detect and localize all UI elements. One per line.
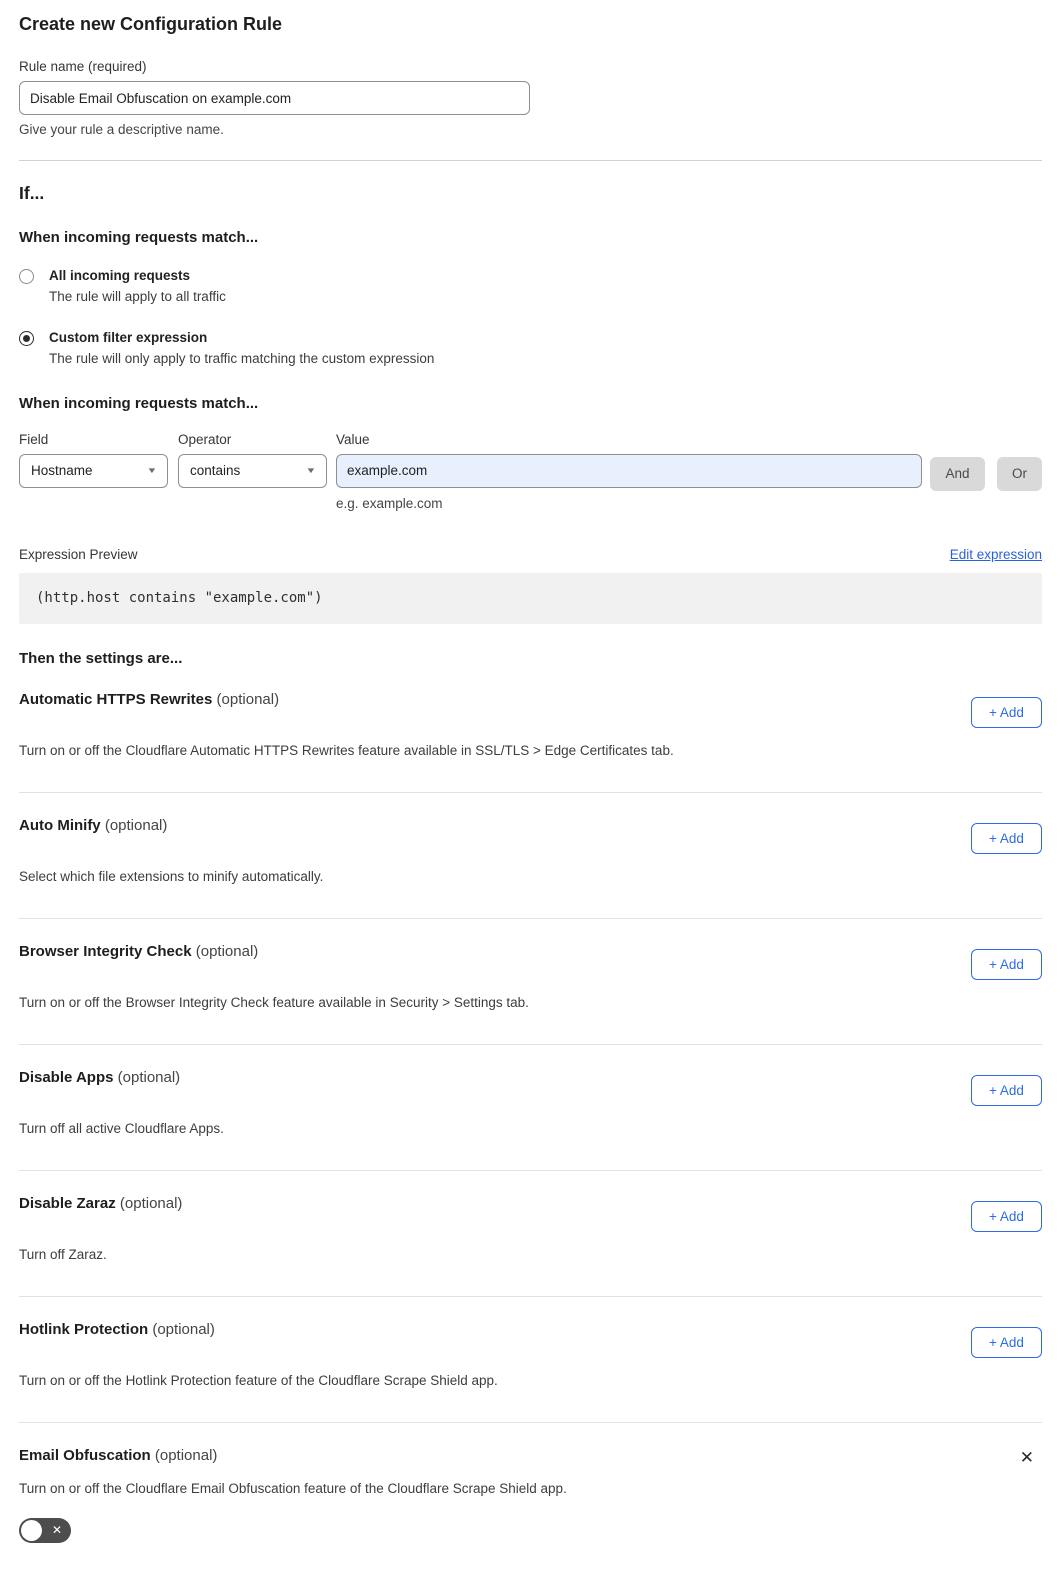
rule-name-input[interactable] (19, 81, 530, 115)
optional-tag: (optional) (119, 1194, 183, 1212)
operator-select[interactable] (178, 454, 327, 488)
operator-select-value: contains (190, 463, 241, 479)
expression-preview-header (19, 547, 1042, 562)
optional-tag: (optional) (154, 1446, 218, 1464)
expression-preview-label: Expression Preview (19, 546, 138, 562)
setting-title: Hotlink Protection (optional) (19, 1320, 215, 1338)
setting-email-obfuscation (19, 1423, 1042, 1543)
add-disable-apps-button[interactable]: + Add (971, 1075, 1042, 1106)
optional-tag: (optional) (216, 690, 280, 708)
optional-tag: (optional) (117, 1068, 181, 1086)
setting-description: Turn on or off the Cloudflare Email Obfuscation feature of the Cloudflare Scrape Shield app. (19, 1480, 567, 1496)
setting-automatic-https-rewrites (19, 667, 1042, 793)
setting-title: Auto Minify (optional) (19, 816, 168, 834)
expression-builder-row (19, 432, 1042, 511)
or-button[interactable]: Or (997, 457, 1042, 491)
option-all-incoming-requests[interactable] (19, 266, 1042, 308)
field-label: Field (19, 431, 49, 447)
add-auto-minify-button[interactable]: + Add (971, 823, 1042, 854)
close-icon[interactable]: ✕ (1019, 1447, 1034, 1467)
chevron-down-icon: ▼ (146, 466, 158, 476)
option-label: Custom filter expression (49, 329, 208, 345)
page-title: Create new Configuration Rule (19, 14, 283, 34)
optional-tag: (optional) (152, 1320, 215, 1338)
radio-selected-icon[interactable] (19, 331, 34, 346)
top-divider (19, 160, 1042, 161)
option-label: All incoming requests (49, 268, 191, 283)
request-match-options (19, 266, 1042, 370)
add-browser-integrity-check-button[interactable]: + Add (971, 949, 1042, 980)
value-input[interactable] (336, 454, 922, 488)
field-select[interactable] (19, 454, 168, 488)
setting-browser-integrity-check (19, 919, 1042, 1045)
option-description: The rule will apply to all traffic (49, 288, 226, 304)
add-disable-zaraz-button[interactable]: + Add (971, 1201, 1042, 1232)
option-custom-filter-expression[interactable] (19, 328, 1042, 370)
add-automatic-https-rewrites-button[interactable]: + Add (971, 697, 1042, 728)
value-help: e.g. example.com (336, 495, 443, 511)
edit-expression-link[interactable]: Edit expression (949, 546, 1042, 562)
setting-title: Automatic HTTPS Rewrites (optional) (19, 690, 280, 708)
toggle-knob (21, 1520, 42, 1541)
email-obfuscation-toggle[interactable] (19, 1518, 71, 1543)
setting-description: Turn on or off the Browser Integrity Check feature available in Security > Settings tab. (19, 994, 529, 1010)
value-label: Value (336, 431, 370, 447)
setting-description: Select which file extensions to minify automatically. (19, 868, 324, 884)
setting-title: Browser Integrity Check (optional) (19, 942, 259, 960)
setting-hotlink-protection (19, 1297, 1042, 1423)
chevron-down-icon: ▼ (305, 466, 317, 476)
radio-unselected-icon[interactable] (19, 269, 34, 284)
expression-preview-code: (http.host contains "example.com") (19, 573, 1042, 624)
operator-label: Operator (178, 431, 232, 447)
add-hotlink-protection-button[interactable]: + Add (971, 1327, 1042, 1358)
toggle-off-icon: ✕ (51, 1523, 62, 1538)
setting-title: Email Obfuscation (optional) (19, 1446, 218, 1464)
setting-description: Turn off all active Cloudflare Apps. (19, 1120, 224, 1136)
then-settings-heading: Then the settings are... (19, 649, 183, 667)
setting-description: Turn on or off the Hotlink Protection feature of the Cloudflare Scrape Shield app. (19, 1372, 498, 1388)
setting-title: Disable Zaraz (optional) (19, 1194, 183, 1212)
optional-tag: (optional) (104, 816, 168, 834)
setting-title: Disable Apps (optional) (19, 1068, 181, 1086)
builder-heading: When incoming requests match... (19, 394, 259, 412)
option-description: The rule will only apply to traffic matching the custom expression (49, 350, 435, 366)
field-select-value: Hostname (31, 463, 93, 479)
setting-disable-zaraz (19, 1171, 1042, 1297)
match-heading: When incoming requests match... (19, 229, 259, 246)
rule-name-help: Give your rule a descriptive name. (19, 122, 224, 137)
if-heading: If... (19, 183, 45, 203)
setting-auto-minify (19, 793, 1042, 919)
rule-name-label: Rule name (required) (19, 59, 147, 74)
setting-disable-apps (19, 1045, 1042, 1171)
optional-tag: (optional) (195, 942, 259, 960)
setting-description: Turn off Zaraz. (19, 1246, 107, 1262)
and-button[interactable]: And (930, 457, 985, 491)
setting-description: Turn on or off the Cloudflare Automatic HTTPS Rewrites feature available in SSL/TLS > Edge Certificates tab. (19, 742, 674, 758)
